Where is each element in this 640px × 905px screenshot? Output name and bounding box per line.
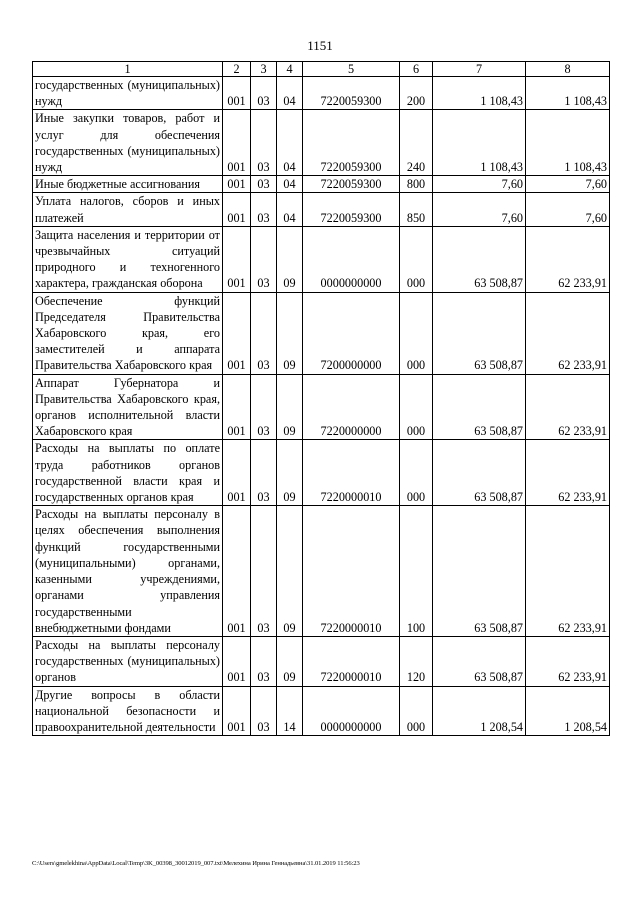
code-cell: 04 [277, 193, 303, 226]
code-cell: 001 [223, 636, 251, 686]
code-cell: 03 [251, 636, 277, 686]
code-cell: 7220059300 [303, 193, 400, 226]
column-header: 5 [303, 62, 400, 77]
code-cell: 800 [400, 176, 433, 193]
code-cell: 001 [223, 506, 251, 637]
table-row [33, 374, 610, 440]
amount-cell: 7,60 [526, 176, 610, 193]
row-label: Обеспечение функций Председателя Правительства Хабаровского края, его заместителей и аппарата Правительства Хабаровского края [33, 292, 223, 374]
amount-cell: 63 508,87 [433, 292, 526, 374]
code-cell: 240 [400, 110, 433, 176]
code-cell: 04 [277, 176, 303, 193]
amount-cell: 62 233,91 [526, 292, 610, 374]
code-cell: 03 [251, 374, 277, 440]
code-cell: 03 [251, 110, 277, 176]
row-label: Иные бюджетные ассигнования [33, 176, 223, 193]
amount-cell: 1 108,43 [526, 77, 610, 110]
code-cell: 7220059300 [303, 77, 400, 110]
code-cell: 03 [251, 77, 277, 110]
code-cell: 000 [400, 440, 433, 506]
code-cell: 7220059300 [303, 176, 400, 193]
amount-cell: 1 108,43 [526, 110, 610, 176]
code-cell: 03 [251, 176, 277, 193]
code-cell: 000 [400, 686, 433, 736]
amount-cell: 1 208,54 [526, 686, 610, 736]
code-cell: 7220000000 [303, 374, 400, 440]
code-cell: 04 [277, 77, 303, 110]
code-cell: 7220000010 [303, 506, 400, 637]
code-cell: 000 [400, 226, 433, 292]
amount-cell: 62 233,91 [526, 636, 610, 686]
row-label: Другие вопросы в области национальной безопасности и правоохранительной деятельности [33, 686, 223, 736]
code-cell: 14 [277, 686, 303, 736]
code-cell: 09 [277, 506, 303, 637]
column-header: 7 [433, 62, 526, 77]
code-cell: 100 [400, 506, 433, 637]
header-row [33, 62, 610, 77]
row-label: Защита населения и территории от чрезвычайных ситуаций природного и техногенного характера, гражданская оборона [33, 226, 223, 292]
amount-cell: 7,60 [526, 193, 610, 226]
code-cell: 03 [251, 440, 277, 506]
code-cell: 09 [277, 292, 303, 374]
amount-cell: 63 508,87 [433, 374, 526, 440]
amount-cell: 1 108,43 [433, 110, 526, 176]
table-row [33, 686, 610, 736]
code-cell: 03 [251, 193, 277, 226]
code-cell: 7220000010 [303, 440, 400, 506]
amount-cell: 63 508,87 [433, 506, 526, 637]
table-row [33, 176, 610, 193]
code-cell: 03 [251, 686, 277, 736]
code-cell: 000 [400, 292, 433, 374]
amount-cell: 63 508,87 [433, 636, 526, 686]
table-row [33, 292, 610, 374]
amount-cell: 1 208,54 [433, 686, 526, 736]
code-cell: 000 [400, 374, 433, 440]
code-cell: 0000000000 [303, 226, 400, 292]
code-cell: 001 [223, 110, 251, 176]
row-label: Аппарат Губернатора и Правительства Хабаровского края, органов исполнительной власти Хабаровского края [33, 374, 223, 440]
code-cell: 03 [251, 292, 277, 374]
file-path-footer: C:\Users\gmelekhina\AppData\Local\Temp\3K_00398_30012019_007.txt\Мелехина Ирина Геннадьевна\31.01.2019 11:56:23 [32, 860, 360, 867]
column-header: 1 [33, 62, 223, 77]
row-label: Расходы на выплаты по оплате труда работников органов государственной власти края и государственных органов края [33, 440, 223, 506]
amount-cell: 7,60 [433, 193, 526, 226]
code-cell: 7200000000 [303, 292, 400, 374]
row-label: государственных (муниципальных) нужд [33, 77, 223, 110]
amount-cell: 62 233,91 [526, 374, 610, 440]
code-cell: 001 [223, 176, 251, 193]
budget-table [32, 61, 610, 736]
code-cell: 120 [400, 636, 433, 686]
table-row [33, 110, 610, 176]
row-label: Иные закупки товаров, работ и услуг для обеспечения государственных (муниципальных) нужд [33, 110, 223, 176]
amount-cell: 62 233,91 [526, 226, 610, 292]
column-header: 6 [400, 62, 433, 77]
code-cell: 03 [251, 226, 277, 292]
column-header: 2 [223, 62, 251, 77]
table-row [33, 226, 610, 292]
amount-cell: 63 508,87 [433, 440, 526, 506]
code-cell: 03 [251, 506, 277, 637]
table-row [33, 193, 610, 226]
code-cell: 001 [223, 440, 251, 506]
row-label: Расходы на выплаты персоналу государственных (муниципальных) органов [33, 636, 223, 686]
code-cell: 001 [223, 292, 251, 374]
code-cell: 200 [400, 77, 433, 110]
code-cell: 001 [223, 193, 251, 226]
code-cell: 09 [277, 636, 303, 686]
code-cell: 001 [223, 686, 251, 736]
table-row [33, 636, 610, 686]
row-label: Уплата налогов, сборов и иных платежей [33, 193, 223, 226]
table-row [33, 440, 610, 506]
code-cell: 001 [223, 374, 251, 440]
code-cell: 09 [277, 374, 303, 440]
table-row [33, 77, 610, 110]
code-cell: 09 [277, 226, 303, 292]
code-cell: 0000000000 [303, 686, 400, 736]
column-header: 4 [277, 62, 303, 77]
amount-cell: 1 108,43 [433, 77, 526, 110]
code-cell: 001 [223, 226, 251, 292]
amount-cell: 7,60 [433, 176, 526, 193]
code-cell: 7220000010 [303, 636, 400, 686]
row-label: Расходы на выплаты персоналу в целях обеспечения выполнения функций государственными (муниципальными) органами, казенными учреждениями, органами управления государственными внебюджетными фондами [33, 506, 223, 637]
table-row [33, 506, 610, 637]
code-cell: 04 [277, 110, 303, 176]
code-cell: 001 [223, 77, 251, 110]
amount-cell: 63 508,87 [433, 226, 526, 292]
column-header: 3 [251, 62, 277, 77]
amount-cell: 62 233,91 [526, 440, 610, 506]
code-cell: 850 [400, 193, 433, 226]
column-header: 8 [526, 62, 610, 77]
code-cell: 7220059300 [303, 110, 400, 176]
page-number: 1151 [307, 38, 333, 53]
code-cell: 09 [277, 440, 303, 506]
amount-cell: 62 233,91 [526, 506, 610, 637]
